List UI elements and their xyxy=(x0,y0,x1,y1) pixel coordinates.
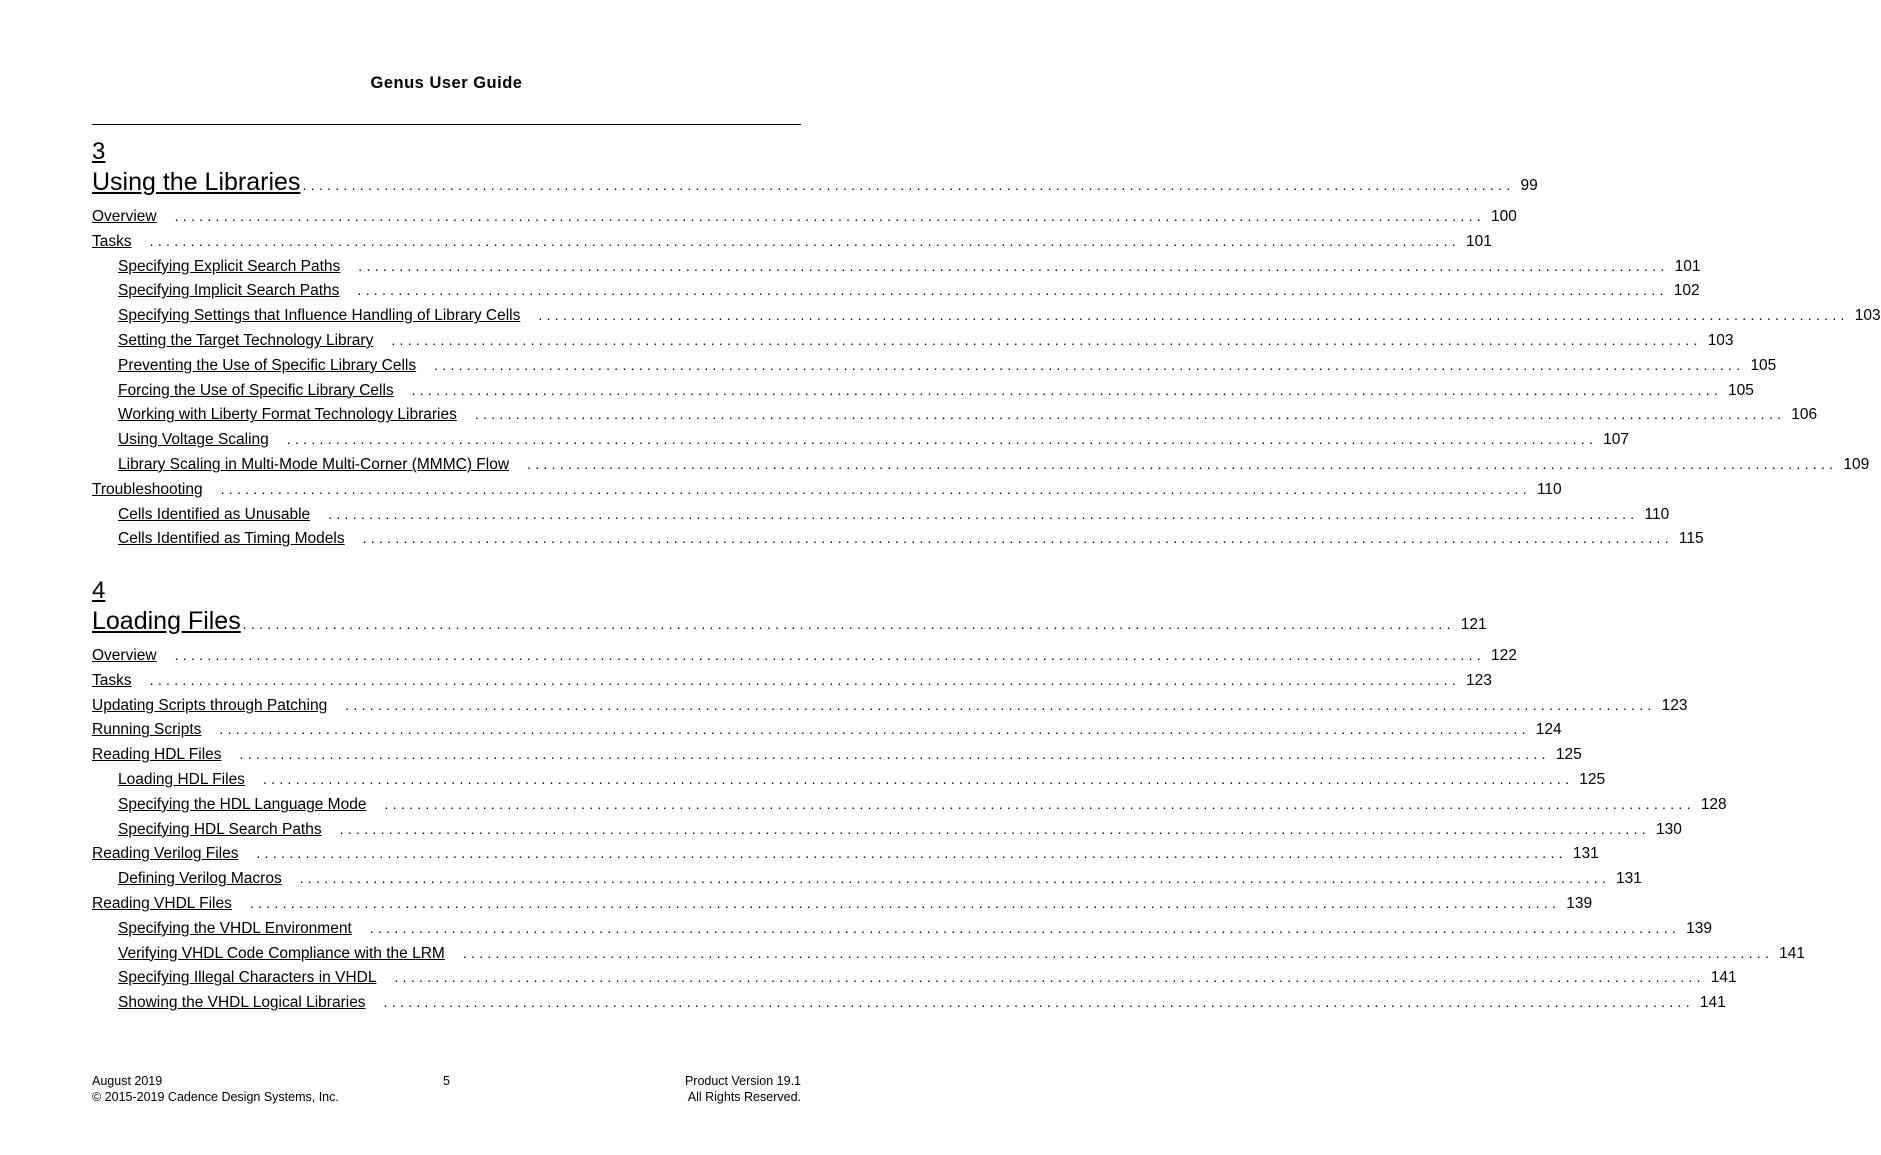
footer-copyright: © 2015-2019 Cadence Design Systems, Inc. xyxy=(92,1090,339,1104)
toc-entry-page-number: 123 xyxy=(1661,696,1688,714)
toc-entry-link[interactable]: Reading HDL Files xyxy=(92,746,222,764)
toc-entry-page-number: 123 xyxy=(1465,671,1492,689)
chapter-page-number: 121 xyxy=(1460,616,1487,633)
toc-entry-page-number: 141 xyxy=(1710,969,1737,987)
chapter-heading[interactable] xyxy=(92,605,1487,641)
toc-entry-link[interactable]: Specifying Settings that Influence Handling of Library Cells xyxy=(118,307,521,325)
chapter-title[interactable]: Loading Files xyxy=(92,607,241,635)
toc-entry-page-number: 125 xyxy=(1555,746,1582,764)
dot-leader: ................................................................................................................................................................ xyxy=(256,845,1567,862)
dot-leader: ................................................................................................................................................................ xyxy=(411,381,1723,398)
footer-date: August 2019 xyxy=(92,1074,163,1088)
dot-leader: ................................................................................................................................................................ xyxy=(219,721,1530,738)
toc-entry-page-number: 102 xyxy=(1673,282,1700,300)
page-number: 5 xyxy=(443,1074,450,1088)
dot-leader: ................................................................................................................................................................ xyxy=(362,530,1673,547)
toc-entry-link[interactable]: Specifying the VHDL Environment xyxy=(118,919,352,937)
footer-rights: All Rights Reserved. xyxy=(687,1090,801,1104)
toc-entry-page-number: 115 xyxy=(1678,530,1704,548)
toc-entry[interactable] xyxy=(92,767,1606,792)
dot-leader: ................................................................................................................................................................ xyxy=(239,746,1550,763)
dot-leader: .................................................................................................................................................... xyxy=(302,177,1515,193)
toc-entry[interactable] xyxy=(92,668,1492,693)
toc-entries xyxy=(92,204,1881,551)
document-title: Genus User Guide xyxy=(370,74,523,92)
dot-leader: ................................................................................................................................................................ xyxy=(328,505,1639,522)
toc-entry-link[interactable]: Updating Scripts through Patching xyxy=(92,696,328,714)
chapter-page-number: 99 xyxy=(1520,177,1538,194)
toc-entry-link[interactable]: Reading VHDL Files xyxy=(92,894,232,912)
toc-entry-page-number: 131 xyxy=(1616,870,1642,888)
toc-entry-page-number: 103 xyxy=(1854,307,1881,325)
toc-entry-page-number: 101 xyxy=(1674,257,1701,275)
toc-entry-link[interactable]: Working with Liberty Format Technology Libraries xyxy=(118,406,457,424)
toc-entry-link[interactable]: Specifying Explicit Search Paths xyxy=(118,257,341,275)
toc-entry-link[interactable]: Overview xyxy=(92,647,157,664)
toc-entry[interactable] xyxy=(92,353,1777,378)
toc-entry[interactable] xyxy=(92,742,1582,767)
toc-entry-link[interactable]: Tasks xyxy=(92,232,132,250)
dot-leader: ................................................................................................................................................................ xyxy=(286,431,1598,448)
dot-leader: .................................................................................................................................................... xyxy=(242,616,1455,632)
toc-entry-page-number: 122 xyxy=(1490,647,1517,664)
toc-entry-link[interactable]: Using Voltage Scaling xyxy=(118,431,269,449)
toc-entry[interactable] xyxy=(92,278,1700,303)
dot-leader: ................................................................................................................................................................ xyxy=(174,208,1485,224)
dot-leader: ................................................................................................................................................................ xyxy=(345,696,1656,713)
toc-entry-link[interactable]: Reading Verilog Files xyxy=(92,845,239,863)
toc-entry-link[interactable]: Tasks xyxy=(92,671,132,689)
dot-leader: ................................................................................................................................................................ xyxy=(299,870,1611,887)
toc-entry-link[interactable]: Overview xyxy=(92,208,157,225)
toc-entry-link[interactable]: Running Scripts xyxy=(92,721,202,739)
toc-entry-page-number: 100 xyxy=(1490,208,1517,225)
toc-entry-link[interactable]: Verifying VHDL Code Compliance with the LRM xyxy=(118,944,445,962)
toc-entry-link[interactable]: Specifying Illegal Characters in VHDL xyxy=(118,969,377,987)
toc-entry[interactable] xyxy=(92,965,1737,990)
toc-entry-page-number: 101 xyxy=(1465,232,1492,250)
toc-entry-link[interactable]: Specifying Implicit Search Paths xyxy=(118,282,340,300)
toc-entry-page-number: 139 xyxy=(1566,894,1593,912)
dot-leader: ................................................................................................................................................................ xyxy=(149,671,1460,688)
toc-entry-page-number: 105 xyxy=(1728,381,1754,399)
toc-entry[interactable] xyxy=(92,303,1881,328)
toc-entry[interactable] xyxy=(92,526,1704,551)
toc-entry[interactable] xyxy=(92,841,1599,866)
toc-entry[interactable] xyxy=(92,229,1492,254)
chapter-number[interactable]: 3 xyxy=(92,138,106,165)
toc-entry[interactable] xyxy=(92,941,1806,966)
toc-entry-link[interactable]: Showing the VHDL Logical Libraries xyxy=(118,994,366,1012)
toc-entry-page-number: 141 xyxy=(1699,994,1726,1012)
dot-leader: ................................................................................................................................................................ xyxy=(538,307,1849,324)
toc-entry-page-number: 105 xyxy=(1750,356,1777,374)
toc-entry[interactable] xyxy=(92,402,1818,427)
toc-entry-link[interactable]: Specifying HDL Search Paths xyxy=(118,820,322,838)
header-divider xyxy=(92,124,801,125)
toc-entry-page-number: 141 xyxy=(1779,944,1806,962)
toc-entry-page-number: 109 xyxy=(1843,455,1870,473)
dot-leader: ................................................................................................................................................................ xyxy=(391,331,1702,348)
toc-entry[interactable] xyxy=(92,502,1670,527)
toc-entries xyxy=(92,643,1806,1015)
toc-entry-page-number: 110 xyxy=(1536,480,1562,498)
chapter-3-toc xyxy=(92,138,1881,551)
toc-entry[interactable] xyxy=(92,452,1870,477)
toc-entry[interactable] xyxy=(92,717,1562,742)
toc-entry-page-number: 139 xyxy=(1686,919,1712,937)
toc-entry[interactable] xyxy=(92,643,1517,668)
toc-entry-link[interactable]: Cells Identified as Unusable xyxy=(118,505,311,523)
toc-entry[interactable] xyxy=(92,328,1734,353)
dot-leader: ................................................................................................................................................................ xyxy=(383,994,1694,1011)
dot-leader: ................................................................................................................................................................ xyxy=(527,455,1838,472)
toc-entry-link[interactable]: Specifying the HDL Language Mode xyxy=(118,795,367,813)
toc-entry-link[interactable]: Loading HDL Files xyxy=(118,770,245,788)
toc-entry-page-number: 110 xyxy=(1644,505,1670,523)
toc-entry[interactable] xyxy=(92,817,1682,842)
toc-entry[interactable] xyxy=(92,427,1630,452)
dot-leader: ................................................................................................................................................................ xyxy=(339,820,1650,837)
page-footer xyxy=(92,1073,801,1105)
toc-entry-page-number: 103 xyxy=(1707,331,1734,349)
toc-entry[interactable] xyxy=(92,990,1726,1015)
dot-leader: ................................................................................................................................................................ xyxy=(249,894,1561,911)
toc-entry-page-number: 124 xyxy=(1535,721,1562,739)
dot-leader: ................................................................................................................................................................ xyxy=(220,480,1531,497)
chapter-number[interactable]: 4 xyxy=(92,577,106,604)
toc-entry-link[interactable]: Forcing the Use of Specific Library Cells xyxy=(118,381,394,399)
toc-entry[interactable] xyxy=(92,891,1593,916)
dot-leader: ................................................................................................................................................................ xyxy=(474,406,1786,423)
dot-leader: ................................................................................................................................................................ xyxy=(394,969,1705,986)
chapter-title[interactable]: Using the Libraries xyxy=(92,168,301,196)
dot-leader: ................................................................................................................................................................ xyxy=(462,944,1774,961)
toc-entry-link[interactable]: Library Scaling in Multi-Mode Multi-Corner (MMMC) Flow xyxy=(118,455,510,473)
dot-leader: ................................................................................................................................................................ xyxy=(434,356,1745,373)
toc-entry-page-number: 130 xyxy=(1655,820,1682,838)
dot-leader: ................................................................................................................................................................ xyxy=(262,770,1574,787)
toc-entry[interactable] xyxy=(92,477,1562,502)
dot-leader: ................................................................................................................................................................ xyxy=(369,919,1681,936)
toc-entry[interactable] xyxy=(92,792,1727,817)
toc-entry-page-number: 106 xyxy=(1791,406,1818,424)
footer-version: Product Version 19.1 xyxy=(684,1074,801,1088)
dot-leader: ................................................................................................................................................................ xyxy=(149,232,1460,249)
toc-entry[interactable] xyxy=(92,254,1701,279)
toc-entry-link[interactable]: Defining Verilog Macros xyxy=(118,870,282,888)
toc-entry-link[interactable]: Setting the Target Technology Library xyxy=(118,331,374,349)
toc-entry-page-number: 131 xyxy=(1572,845,1599,863)
toc-entry[interactable] xyxy=(92,866,1642,891)
dot-leader: ................................................................................................................................................................ xyxy=(357,282,1668,299)
toc-entry-page-number: 125 xyxy=(1579,770,1606,788)
toc-entry[interactable] xyxy=(92,693,1688,718)
chapter-heading[interactable] xyxy=(92,166,1538,202)
dot-leader: ................................................................................................................................................................ xyxy=(358,257,1669,274)
toc-entry-page-number: 107 xyxy=(1603,431,1630,449)
chapter-4-toc xyxy=(92,577,1806,1015)
toc-entry[interactable] xyxy=(92,916,1712,941)
toc-entry-link[interactable]: Cells Identified as Timing Models xyxy=(118,530,345,548)
toc-entry-page-number: 128 xyxy=(1700,795,1727,813)
dot-leader: ................................................................................................................................................................ xyxy=(384,795,1695,812)
toc-entry-link[interactable]: Preventing the Use of Specific Library Cells xyxy=(118,356,417,374)
toc-entry-link[interactable]: Troubleshooting xyxy=(92,480,203,498)
dot-leader: ................................................................................................................................................................ xyxy=(174,647,1485,663)
toc-entry[interactable] xyxy=(92,204,1517,229)
toc-entry[interactable] xyxy=(92,378,1754,403)
